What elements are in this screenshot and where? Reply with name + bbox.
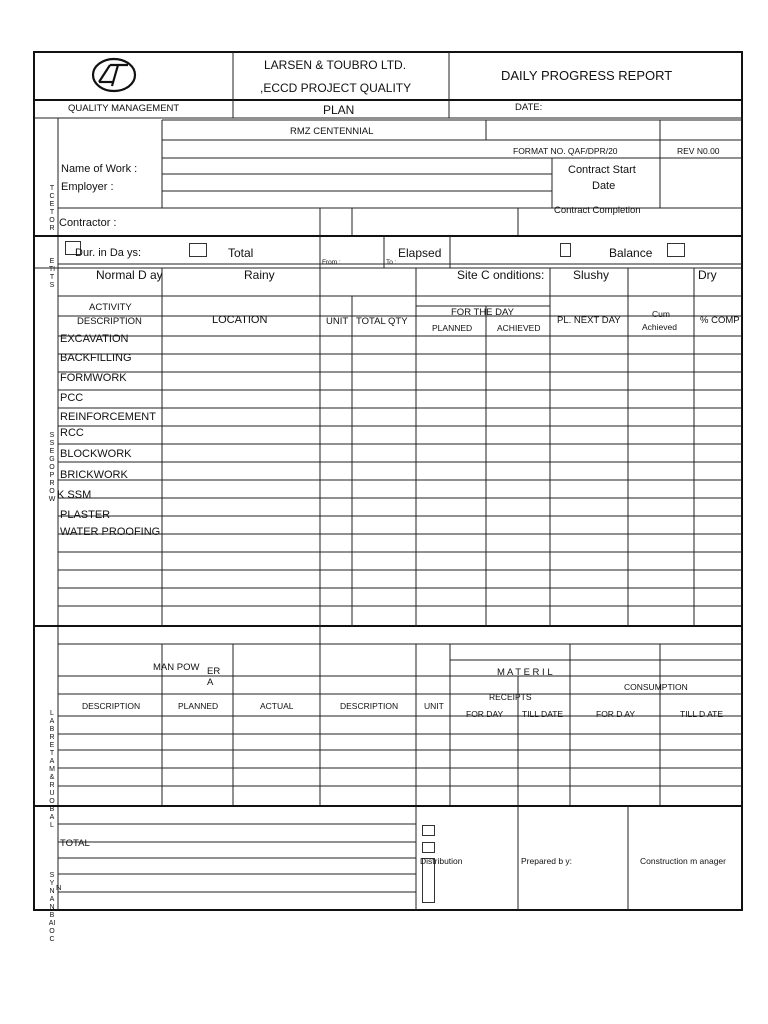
name-of-work-label: Name of Work :: [61, 163, 138, 175]
activity-row: BRICKWORK: [60, 469, 128, 481]
elapsed-label: Elapsed: [398, 246, 442, 260]
contract-start-date-label: Date: [592, 180, 616, 192]
activity-row: WATER PROOFING: [60, 526, 161, 538]
receipts-label: RECEIPTS: [489, 692, 532, 702]
elapsed-checkbox[interactable]: [560, 243, 571, 257]
format-no: FORMAT NO. QAF/DPR/20: [513, 146, 618, 156]
date-label: DATE:: [515, 102, 543, 113]
side-label-progress: SSEGOPR OW: [48, 432, 56, 503]
mat-description-header: DESCRIPTION: [340, 701, 399, 711]
description-header: DESCRIPTION: [77, 316, 142, 327]
location-header: LOCATION: [212, 314, 268, 326]
activity-row: EXCAVATION: [60, 333, 129, 345]
receipts-for-day-header: FOR DAY: [466, 709, 504, 719]
side-label-site: ETITS: [48, 258, 56, 289]
company-division: ,ECCD PROJECT QUALITY: [260, 81, 412, 95]
activity-row: RCC: [60, 427, 84, 439]
site-conditions-label: Site C onditions:: [457, 268, 545, 282]
activity-header: ACTIVITY: [89, 302, 132, 313]
quality-management-label: QUALITY MANAGEMENT: [68, 103, 180, 114]
total-qty-header: TOTAL QTY: [356, 316, 408, 327]
slushy-label: Slushy: [573, 268, 610, 282]
dur-days-label: Dur. in Da ys:: [75, 247, 142, 259]
contract-completion-label: Contract Completion: [554, 205, 641, 216]
prepared-by-label: Prepared b y:: [521, 856, 573, 866]
manpower-label: MAN POW: [153, 662, 200, 673]
company-name: LARSEN & TOUBRO LTD.: [264, 58, 407, 72]
balance-checkbox[interactable]: [667, 243, 685, 257]
normal-day-label: Normal D ay: [96, 268, 163, 282]
activity-row: BLOCKWORK: [60, 448, 132, 460]
total-label: Total: [228, 246, 254, 260]
side-label-signatures: SYNANBAIOC: [48, 872, 56, 943]
side-label-labour: LABRE TAM&RUOBAL: [49, 710, 55, 829]
distribution-label: Distribution: [420, 856, 463, 866]
planned-header: PLANNED: [432, 323, 473, 333]
activity-row: BACKFILLING: [60, 352, 132, 364]
activity-row: K SSM: [57, 489, 92, 501]
lt-logo: [90, 56, 138, 94]
from-label: From :: [322, 259, 341, 266]
activity-row: PLASTER: [60, 509, 111, 521]
mat-unit-header: UNIT: [424, 701, 444, 711]
mp-description-header: DESCRIPTION: [82, 701, 141, 711]
pct-comp-header: % COMP: [700, 315, 740, 326]
cum-header: Cum: [652, 309, 670, 319]
manpower-label-2: ER: [207, 666, 221, 677]
manpower-label-3: A: [207, 677, 214, 688]
rainy-label: Rainy: [244, 268, 275, 282]
distribution-checkbox[interactable]: [422, 842, 435, 853]
project-name: RMZ CENTENNIAL: [290, 126, 374, 137]
unit-header: UNIT: [326, 316, 349, 327]
company-plan: PLAN: [323, 103, 355, 117]
pl-next-day-header: PL. NEXT DAY: [557, 315, 621, 326]
achieved-header: ACHIEVED: [497, 323, 541, 333]
employer-label: Employer :: [61, 181, 114, 193]
contractor-label: Contractor :: [59, 217, 117, 229]
total-label-footer: TOTAL: [60, 838, 90, 849]
mp-actual-header: ACTUAL: [260, 701, 294, 711]
mp-planned-header: PLANNED: [178, 701, 219, 711]
report-title: DAILY PROGRESS REPORT: [501, 68, 673, 83]
contract-start-label: Contract Start: [568, 164, 636, 176]
balance-label: Balance: [609, 246, 653, 260]
consumption-label: CONSUMPTION: [624, 682, 688, 692]
to-label: To :: [386, 259, 397, 266]
side-label-contractor: TCETOR: [49, 185, 55, 232]
activity-row: PCC: [60, 392, 84, 404]
side-label-n: N: [56, 883, 62, 892]
material-label: M A T E R I L: [497, 667, 553, 678]
distribution-checkbox[interactable]: [422, 825, 435, 836]
dry-label: Dry: [698, 268, 717, 282]
activity-row: FORMWORK: [60, 372, 127, 384]
total-checkbox[interactable]: [189, 243, 207, 257]
cum-achieved-header: Achieved: [642, 322, 677, 332]
consumption-for-day-header: FOR D AY: [596, 709, 636, 719]
rev-no: REV N0.00: [677, 146, 720, 156]
construction-manager-label: Construction m anager: [640, 856, 726, 866]
consumption-till-date-header: TILL D ATE: [680, 709, 723, 719]
receipts-till-date-header: TILL DATE: [522, 709, 564, 719]
activity-row: REINFORCEMENT: [60, 411, 156, 423]
for-the-day-header: FOR THE DAY: [451, 307, 514, 318]
